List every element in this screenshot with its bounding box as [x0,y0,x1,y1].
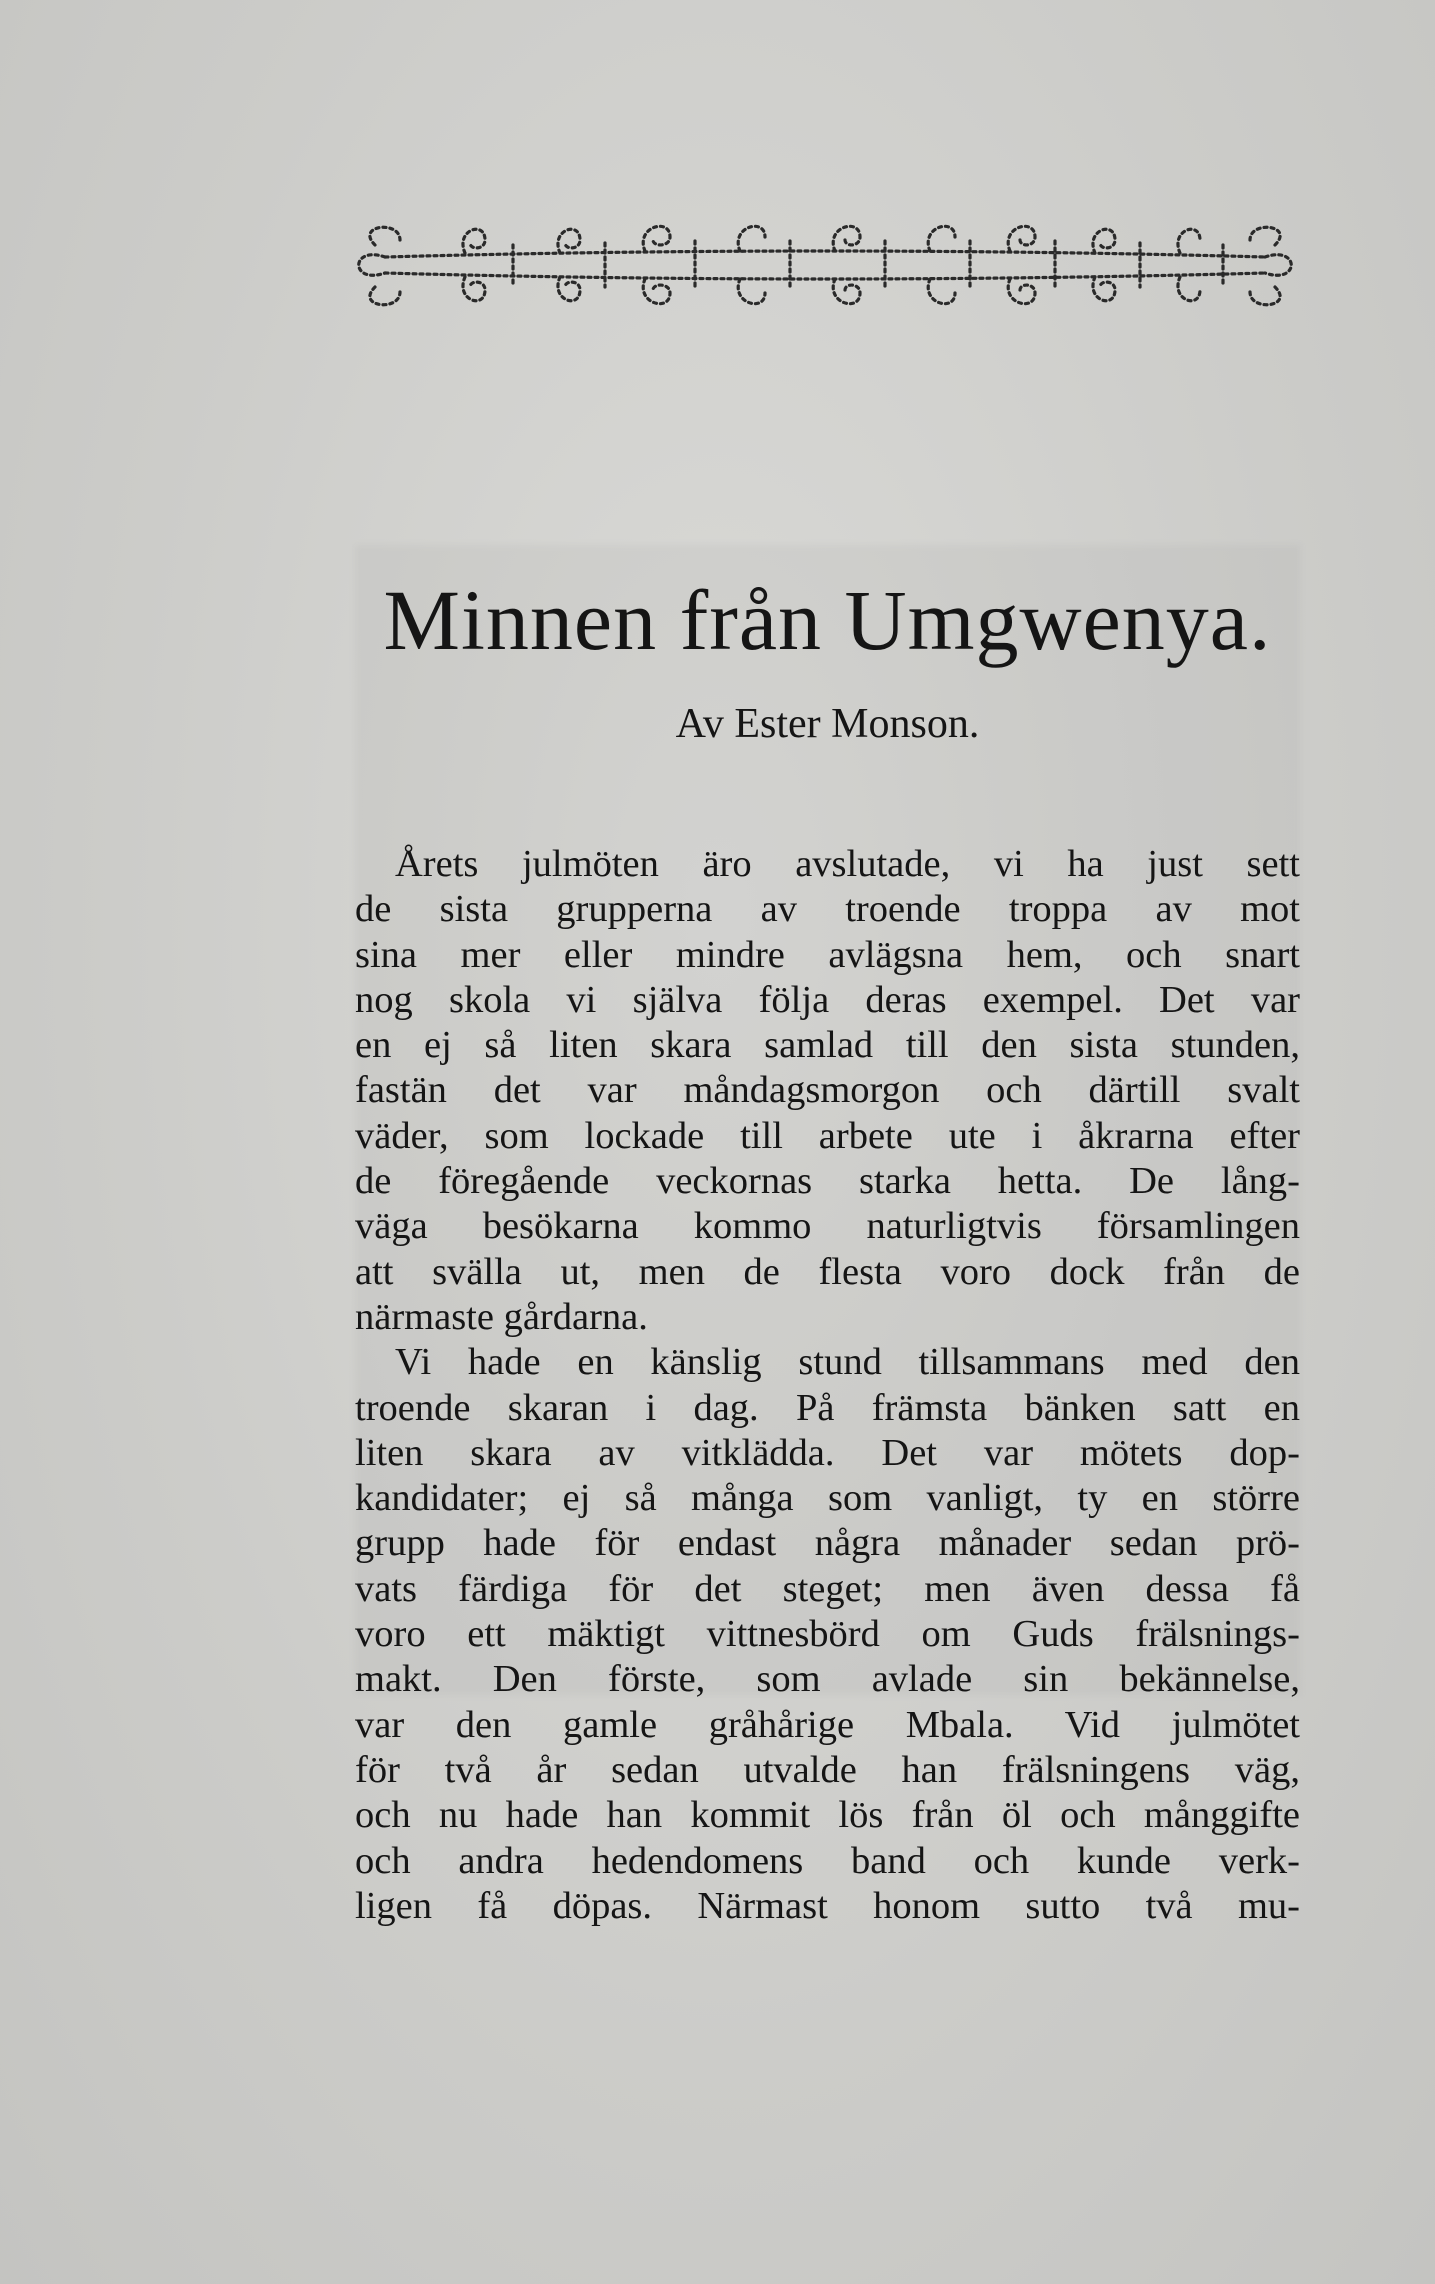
text-line: fastän det var måndagsmorgon och därtill svalt [355,1069,1300,1112]
text-line: och andra hedendomens band och kunde verk- [355,1839,1300,1882]
text-line: ligen få döpas. Närmast honom sutto två mu- [355,1884,1300,1927]
text-line: kandidater; ej så många som vanligt, ty en större [355,1477,1300,1520]
text-line: liten skara av vitklädda. Det var mötets dop- [355,1431,1300,1474]
article-byline: Av Ester Monson. [675,701,980,747]
text-line: troende skaran i dag. På främsta bänken satt en [355,1386,1300,1429]
text-line: grupp hade för endast några månader sedan prö- [355,1522,1300,1565]
text-line: nog skola vi själva följa deras exempel. Det var [355,978,1300,1021]
article-body [355,842,1300,1929]
article-title: Minnen från Umgwenya. [383,572,1272,668]
text-line: makt. Den förste, som avlade sin bekännelse, [355,1658,1300,1701]
text-line: och nu hade han kommit lös från öl och månggifte [355,1794,1300,1837]
text-line: en ej så liten skara samlad till den sista stunden, [355,1024,1300,1067]
text-line: var den gamle gråhårige Mbala. Vid julmötet [355,1703,1300,1746]
text-line: väga besökarna kommo naturligtvis församlingen [355,1205,1300,1248]
text-line: vats färdiga för det steget; men även dessa få [355,1567,1300,1610]
text-line: för två år sedan utvalde han frälsningens väg, [355,1748,1300,1791]
text-line: Årets julmöten äro avslutade, vi ha just sett [395,843,1300,885]
decorative-border-ornament [345,205,1305,325]
text-line: de föregående veckornas starka hetta. De lång- [355,1160,1300,1203]
text-line: voro ett mäktigt vittnesbörd om Guds frälsnings- [355,1613,1300,1656]
text-line: närmaste gårdarna. [355,1295,648,1338]
text-line: sina mer eller mindre avlägsna hem, och snart [355,933,1300,976]
text-line: Vi hade en känslig stund tillsammans med den [395,1341,1300,1384]
text-line: de sista grupperna av troende troppa av mot [355,888,1300,931]
text-line: väder, som lockade till arbete ute i åkrarna efter [355,1114,1300,1157]
text-line: att svälla ut, men de flesta voro dock från de [355,1250,1300,1293]
